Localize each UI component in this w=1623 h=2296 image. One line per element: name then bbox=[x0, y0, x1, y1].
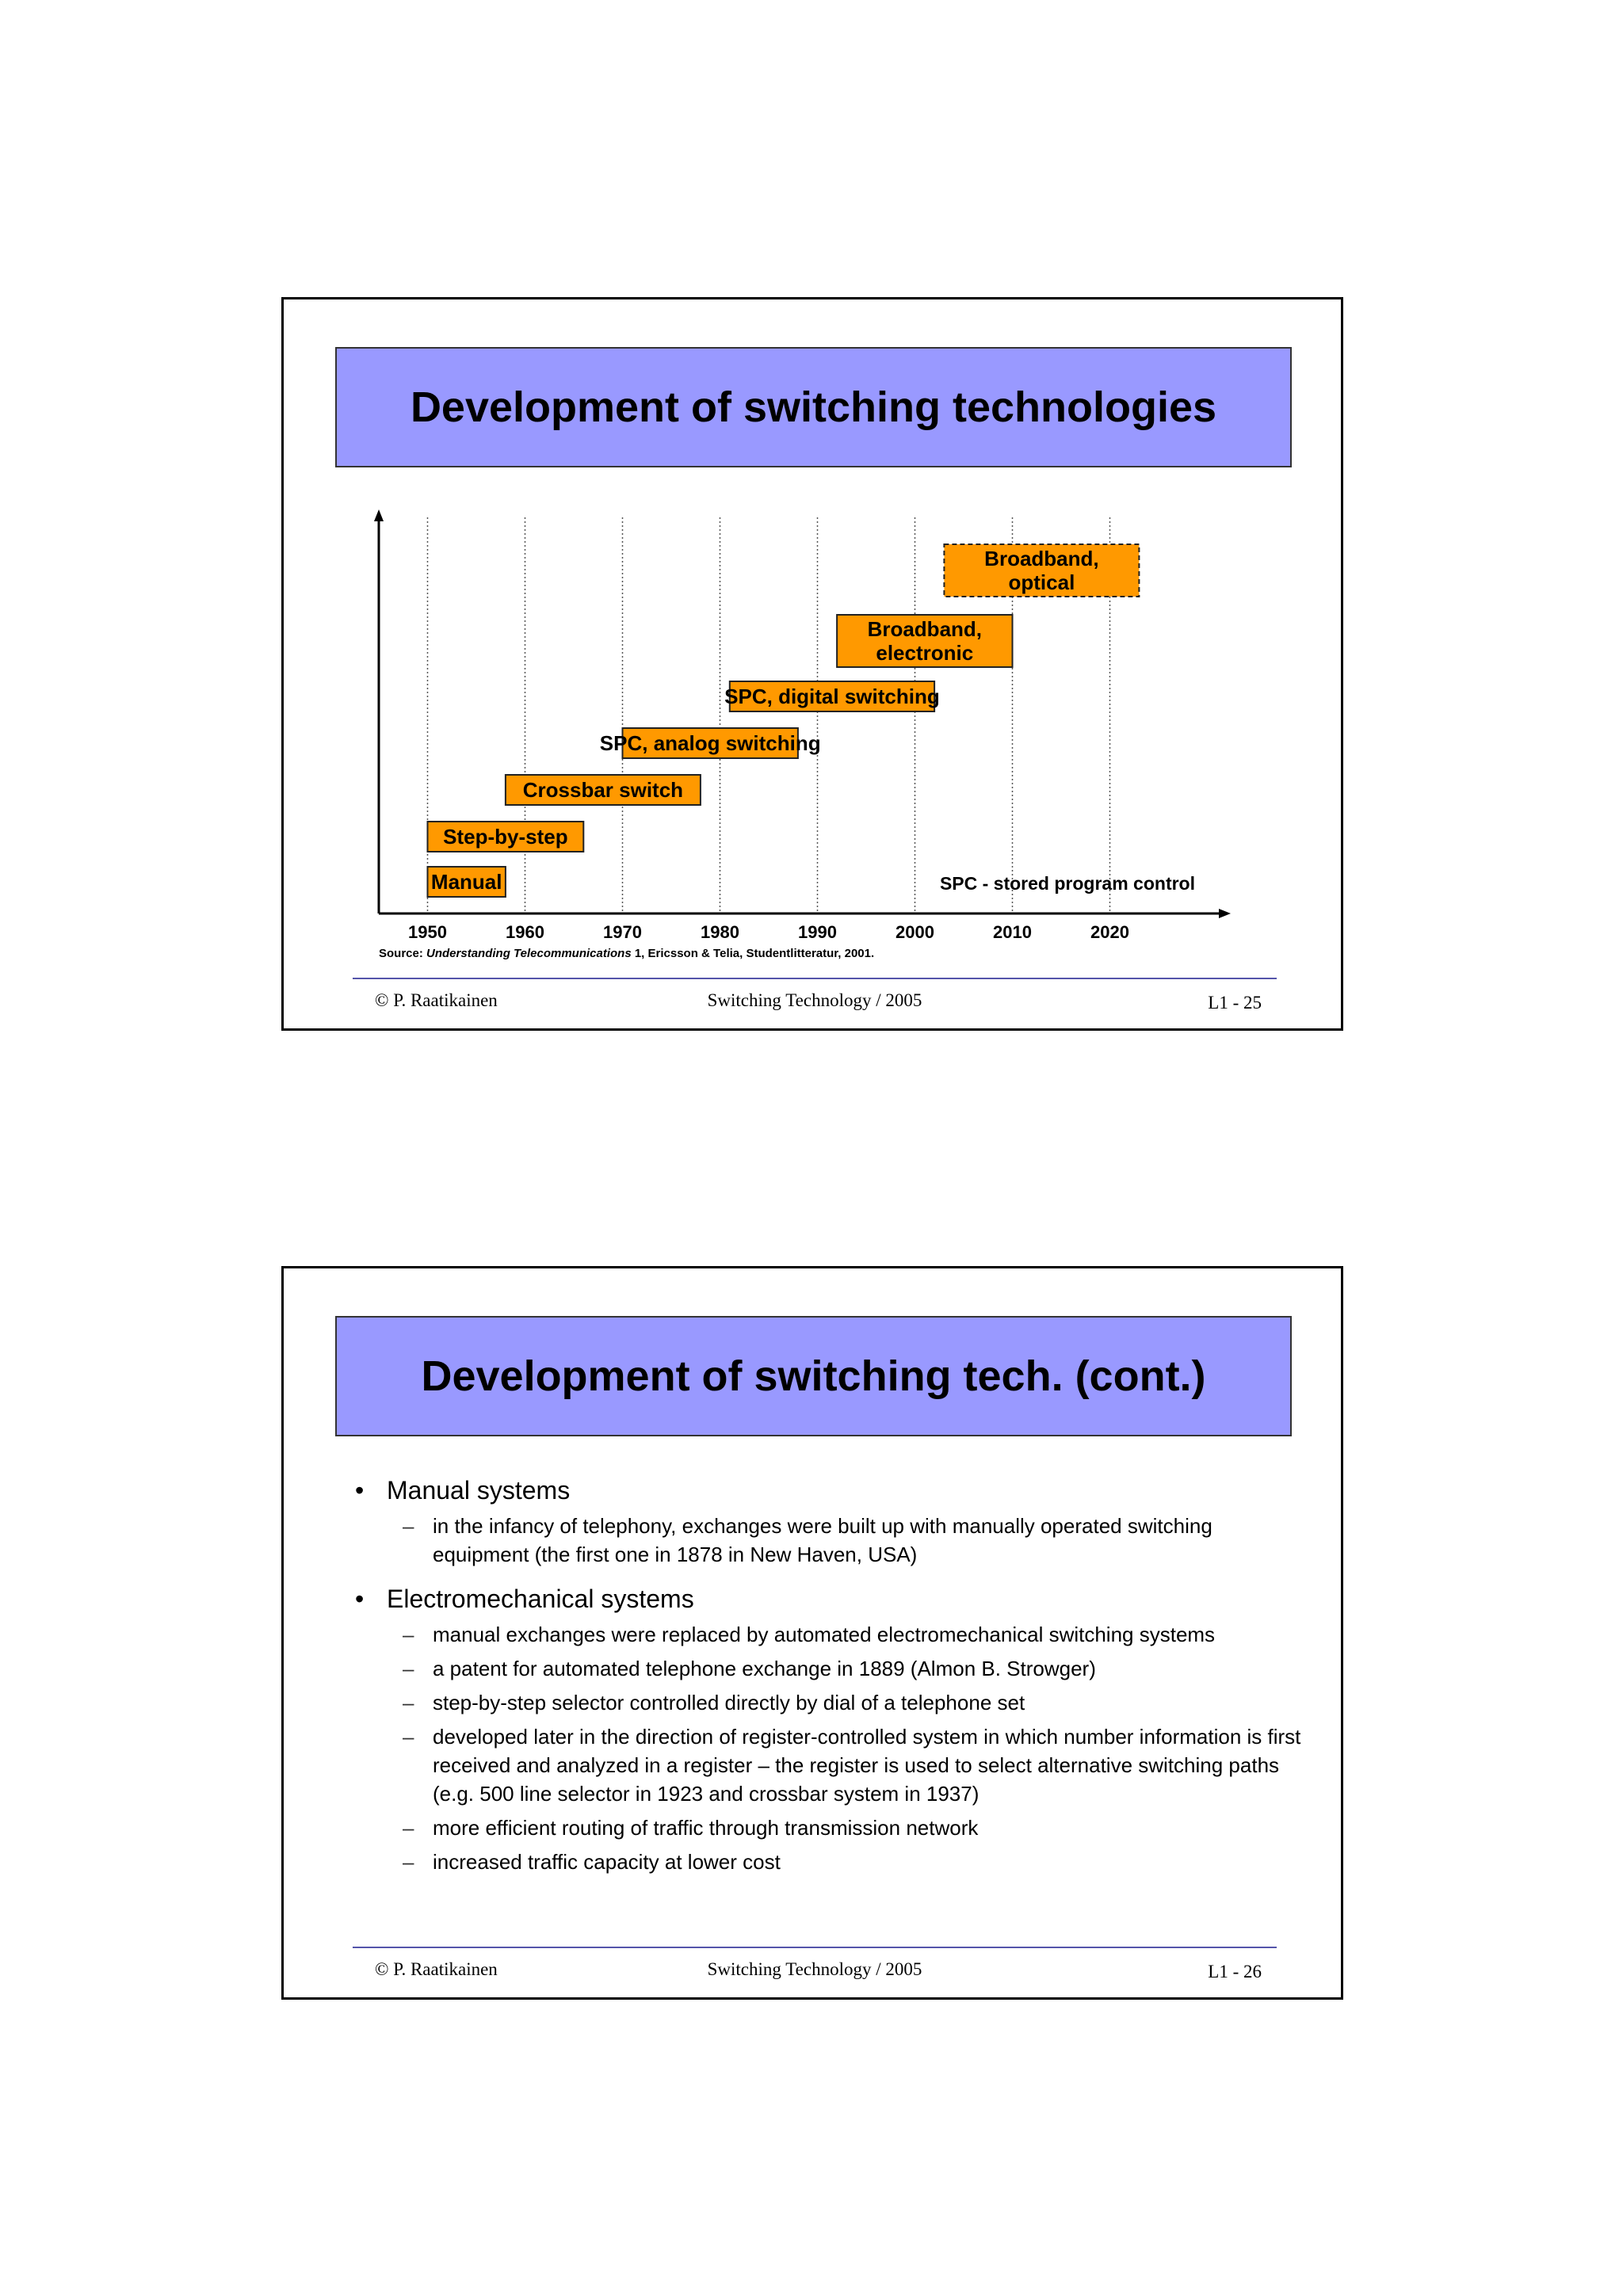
footer-rule bbox=[353, 978, 1277, 979]
footer-author: © P. Raatikainen bbox=[375, 1959, 498, 1979]
x-tick-1950: 1950 bbox=[408, 922, 447, 942]
slide-title: Development of switching technologies bbox=[410, 383, 1217, 431]
x-tick-1980: 1980 bbox=[701, 922, 739, 942]
timeline-bar-label bbox=[868, 617, 982, 665]
slide-26 bbox=[281, 1266, 1343, 2000]
dash-mark: – bbox=[403, 1725, 414, 1749]
source-citation bbox=[379, 947, 874, 960]
dash-mark: – bbox=[403, 1691, 414, 1714]
footer-page: L1 - 26 bbox=[1208, 1962, 1262, 1981]
footer-rule bbox=[353, 1947, 1277, 1948]
chart-note: SPC - stored program control bbox=[939, 873, 1195, 894]
sub-bullet: – developed later in the direction of register-controlled system in which number information is first received and analyzed in a register – the register is used to select alternative switching paths (e.g. 500 line selector in 1923 and crossbar system in 1937) bbox=[355, 1722, 1306, 1808]
slide-title-box bbox=[335, 1316, 1292, 1436]
x-axis-arrow bbox=[1219, 909, 1231, 918]
x-tick-1970: 1970 bbox=[603, 922, 642, 942]
dash-mark: – bbox=[403, 1657, 414, 1680]
timeline-bar-label-line: Broadband, bbox=[984, 547, 1099, 570]
timeline-bar-label-line: Broadband, bbox=[867, 617, 983, 641]
bullet-dot: • bbox=[355, 1476, 365, 1505]
source-title: Understanding Telecommunications bbox=[426, 947, 632, 960]
bullet-dot: • bbox=[355, 1585, 365, 1613]
timeline-bar-label-line: SPC, digital switching bbox=[724, 685, 940, 708]
x-tick-2000: 2000 bbox=[896, 922, 934, 942]
dash-mark: – bbox=[403, 1850, 414, 1874]
timeline-bar-label-line: optical bbox=[1008, 570, 1075, 594]
dash-mark: – bbox=[403, 1816, 414, 1840]
timeline-bar-label-line: SPC, analog switching bbox=[599, 731, 821, 755]
y-axis-arrow bbox=[374, 509, 384, 521]
x-tick-2020: 2020 bbox=[1090, 922, 1129, 942]
timeline-bar-label bbox=[523, 778, 683, 802]
bullet-heading: • Manual systems bbox=[355, 1476, 571, 1505]
timeline-bar-label-line: Step-by-step bbox=[443, 825, 568, 849]
dash-mark: – bbox=[403, 1514, 414, 1538]
x-tick-1960: 1960 bbox=[506, 922, 544, 942]
timeline-bar-label bbox=[443, 825, 567, 849]
footer-course: Switching Technology / 2005 bbox=[707, 990, 922, 1010]
source-rest: 1, Ericsson & Telia, Studentlitteratur, 2001. bbox=[631, 947, 875, 960]
timeline-bar-label-line: electronic bbox=[876, 641, 974, 665]
timeline-bar-label bbox=[600, 731, 821, 755]
sub-bullet: – manual exchanges were replaced by automated electromechanical switching systems bbox=[355, 1620, 1306, 1649]
timeline-bar-label bbox=[724, 685, 940, 708]
source-prefix: Source: bbox=[379, 947, 427, 960]
x-tick-1990: 1990 bbox=[798, 922, 837, 942]
slide-25 bbox=[281, 297, 1343, 1031]
footer-page: L1 - 25 bbox=[1208, 993, 1262, 1013]
bullet-heading: • Electromechanical systems bbox=[355, 1585, 694, 1613]
x-tick-2010: 2010 bbox=[993, 922, 1032, 942]
timeline-chart bbox=[284, 299, 1341, 1028]
timeline-bar-label-line: Manual bbox=[430, 870, 502, 894]
timeline-bar-label bbox=[431, 870, 502, 894]
bullet-list bbox=[355, 1466, 1306, 1876]
slide-title: Development of switching tech. (cont.) bbox=[421, 1352, 1206, 1400]
sub-bullet: – step-by-step selector controlled directly by dial of a telephone set bbox=[355, 1688, 1306, 1717]
timeline-bar-label-line: Crossbar switch bbox=[522, 778, 684, 802]
footer-course: Switching Technology / 2005 bbox=[707, 1959, 922, 1979]
footer-author: © P. Raatikainen bbox=[375, 990, 498, 1010]
sub-bullet: – in the infancy of telephony, exchanges were built up with manually operated switching equipment (the first one in 1878 in New Haven, USA) bbox=[355, 1512, 1306, 1569]
sub-bullet: – increased traffic capacity at lower cost bbox=[355, 1848, 1306, 1876]
dash-mark: – bbox=[403, 1623, 414, 1646]
sub-bullet: – a patent for automated telephone exchange in 1889 (Almon B. Strowger) bbox=[355, 1654, 1306, 1683]
sub-bullet: – more efficient routing of traffic through transmission network bbox=[355, 1814, 1306, 1842]
